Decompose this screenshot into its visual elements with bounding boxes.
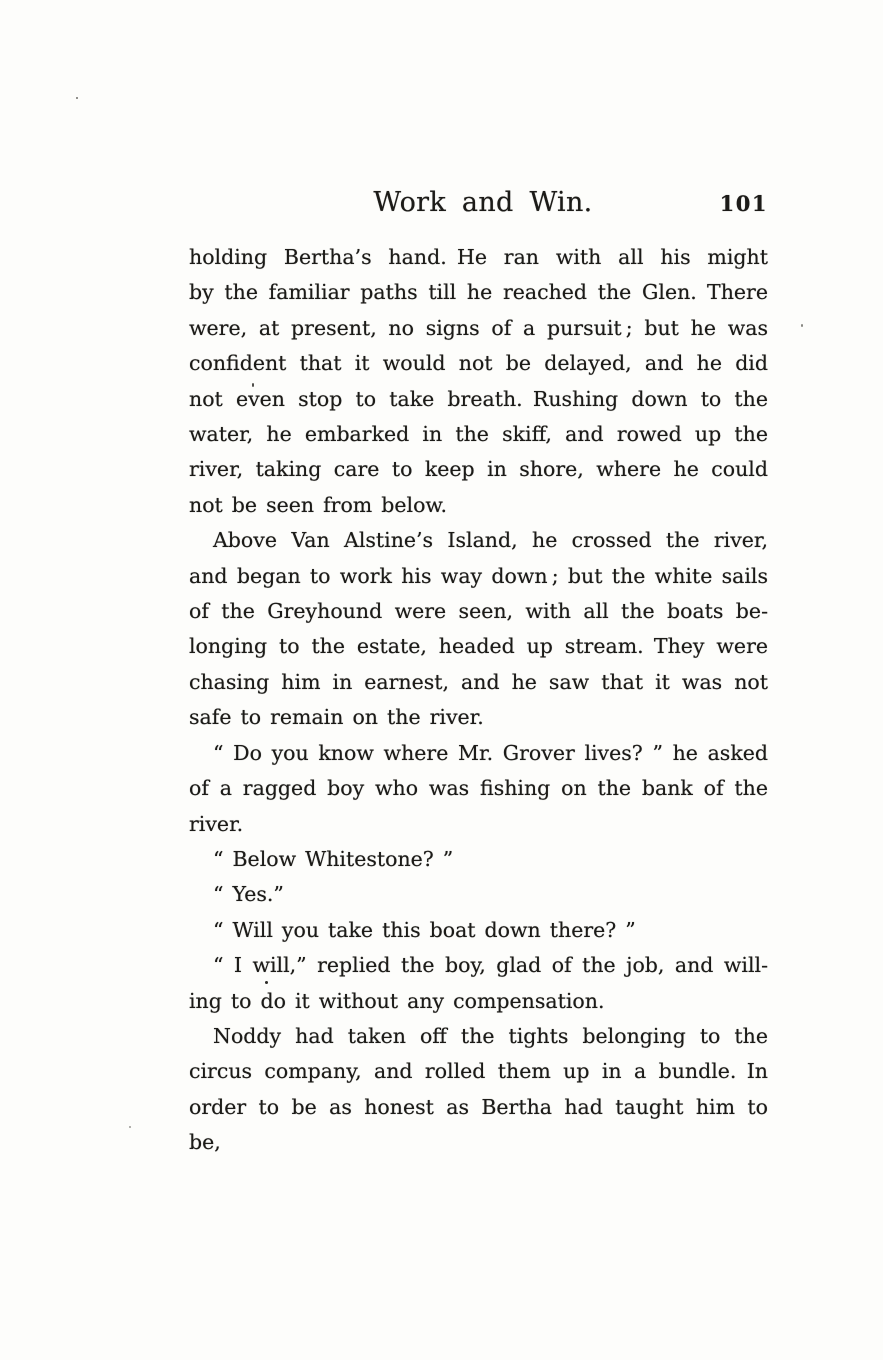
text-line: Above Van Alstine’s Island, he crossed the river,	[213, 528, 768, 553]
page-number: 101	[719, 191, 768, 216]
scan-speck	[76, 97, 78, 99]
text-line: river.	[189, 811, 244, 836]
text-line: water, he embarked in the skiff, and rowed up the	[189, 422, 768, 447]
text-line: and began to work his way down ; but the white sails	[189, 563, 768, 588]
text-line: confident that it would not be delayed, and he did	[189, 351, 768, 376]
text-line: not be seen from below.	[189, 492, 448, 517]
text-line: “ Do you know where Mr. Grover lives? ” he asked	[213, 740, 768, 765]
scan-speck	[129, 1126, 131, 1128]
paragraph	[189, 523, 768, 735]
paragraph	[189, 877, 768, 912]
text-line: longing to the estate, headed up stream. They were	[189, 634, 768, 659]
scan-speck	[801, 324, 803, 327]
text-line: of a ragged boy who was fishing on the bank of the	[189, 776, 768, 801]
text-line: “ Will you take this boat down there? ”	[213, 917, 636, 942]
paragraph	[189, 736, 768, 842]
text-line: not even stop to take breath. Rushing down to the	[189, 386, 768, 411]
text-line: safe to remain on the river.	[189, 705, 484, 730]
text-line: “ Below Whitestone? ”	[213, 846, 454, 871]
text-line: chasing him in earnest, and he saw that it was not	[189, 669, 768, 694]
text-line: ing to do it without any compensation.	[189, 988, 605, 1013]
text-block	[189, 186, 768, 1161]
text-line: by the familiar paths till he reached the Glen. There	[189, 280, 768, 305]
text-line: order to be as honest as Bertha had taught him to be,	[189, 1094, 768, 1155]
paragraph	[189, 240, 768, 523]
running-header	[189, 186, 768, 220]
text-line: were, at present, no signs of a pursuit ; but he was	[189, 315, 768, 340]
text-line: circus company, and rolled them up in a bundle. In	[189, 1059, 768, 1084]
running-title: Work and Win.	[373, 187, 593, 218]
page-body	[189, 240, 768, 1161]
text-line: “ Yes.”	[213, 882, 284, 907]
text-line: of the Greyhound were seen, with all the boats be-	[189, 599, 768, 624]
text-line: holding Bertha’s hand. He ran with all his might	[189, 245, 768, 269]
text-line: river, taking care to keep in shore, where he could	[189, 457, 768, 482]
paragraph	[189, 842, 768, 877]
text-line: “ I will,” replied the boy, glad of the job, and will-	[213, 953, 768, 978]
text-line: Noddy had taken off the tights belonging to the	[213, 1023, 768, 1048]
paragraph	[189, 1019, 768, 1161]
paragraph	[189, 913, 768, 948]
paragraph	[189, 948, 768, 1019]
